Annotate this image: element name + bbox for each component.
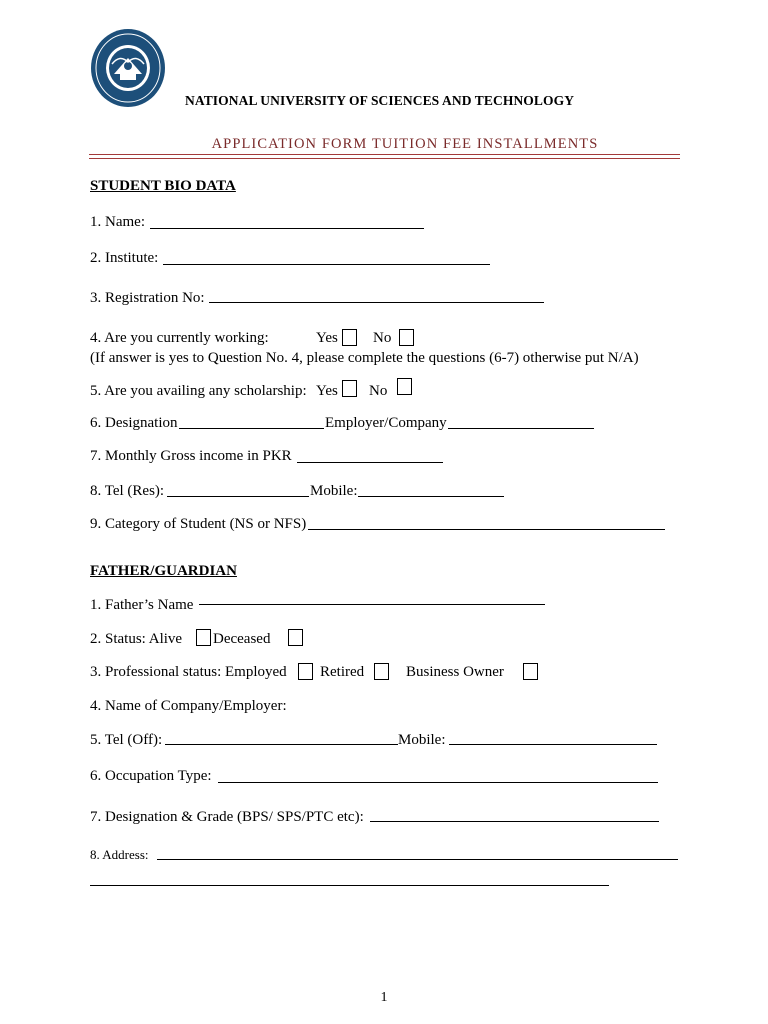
working-note: (If answer is yes to Question No. 4, please complete the questions (6-7) otherwise put N/A)	[90, 350, 639, 366]
working-label: 4. Are you currently working:	[90, 330, 269, 346]
working-yes-label: Yes	[316, 330, 338, 346]
scholarship-label: 5. Are you availing any scholarship:	[90, 383, 307, 399]
designation-grade-label: 7. Designation & Grade (BPS/ SPS/PTC etc):	[90, 809, 364, 825]
student-bio-heading: STUDENT BIO DATA	[90, 178, 236, 194]
tel-res-label: 8. Tel (Res):	[90, 483, 165, 499]
working-no-label: No	[373, 330, 392, 346]
company-employer-label: 4. Name of Company/Employer:	[90, 698, 287, 714]
tel-off-label: 5. Tel (Off):	[90, 732, 163, 748]
deceased-checkbox[interactable]	[288, 629, 303, 646]
scholarship-yes-label: Yes	[316, 383, 338, 399]
scholarship-no-checkbox[interactable]	[397, 378, 412, 395]
alive-checkbox[interactable]	[196, 629, 211, 646]
address-label: 8. Address:	[90, 847, 149, 862]
occupation-label: 6. Occupation Type:	[90, 768, 212, 784]
father-name-field[interactable]	[199, 604, 545, 605]
name-field[interactable]	[150, 228, 424, 229]
nust-crest-icon	[90, 28, 166, 108]
title-rule-double	[89, 158, 680, 159]
father-mobile-field[interactable]	[449, 744, 657, 745]
registration-label: 3. Registration No:	[90, 290, 205, 306]
income-field[interactable]	[297, 462, 443, 463]
student-mobile-field[interactable]	[358, 496, 504, 497]
registration-field[interactable]	[209, 302, 544, 303]
institute-label: 2. Institute:	[90, 250, 159, 266]
institute-field[interactable]	[163, 264, 490, 265]
designation-field[interactable]	[179, 428, 324, 429]
father-name-label: 1. Father’s Name	[90, 597, 194, 613]
designation-grade-field[interactable]	[370, 821, 659, 822]
title-rule	[89, 154, 680, 155]
page-number: 1	[380, 990, 388, 1005]
professional-status-label: 3. Professional status: Employed	[90, 664, 287, 680]
address-field[interactable]	[157, 859, 678, 860]
tel-res-field[interactable]	[167, 496, 309, 497]
business-owner-label: Business Owner	[406, 664, 504, 680]
scholarship-no-label: No	[369, 383, 388, 399]
deceased-label: Deceased	[213, 631, 271, 647]
form-title: APPLICATION FORM TUITION FEE INSTALLMENTS	[211, 136, 599, 152]
employer-label: Employer/Company	[325, 415, 447, 431]
category-field[interactable]	[308, 529, 665, 530]
working-yes-checkbox[interactable]	[342, 329, 357, 346]
address-field-line-2[interactable]	[90, 885, 609, 886]
father-mobile-label: Mobile:	[398, 732, 446, 748]
working-no-checkbox[interactable]	[399, 329, 414, 346]
name-label: 1. Name:	[90, 214, 145, 230]
employer-field[interactable]	[448, 428, 594, 429]
designation-label: 6. Designation	[90, 415, 178, 431]
tel-off-field[interactable]	[165, 744, 398, 745]
occupation-field[interactable]	[218, 782, 658, 783]
university-name: NATIONAL UNIVERSITY OF SCIENCES AND TECHNOLOGY	[185, 93, 575, 108]
scholarship-yes-checkbox[interactable]	[342, 380, 357, 397]
business-owner-checkbox[interactable]	[523, 663, 538, 680]
status-label: 2. Status: Alive	[90, 631, 183, 647]
retired-checkbox[interactable]	[374, 663, 389, 680]
income-label: 7. Monthly Gross income in PKR	[90, 448, 292, 464]
category-label: 9. Category of Student (NS or NFS)	[90, 516, 307, 532]
employed-checkbox[interactable]	[298, 663, 313, 680]
student-mobile-label: Mobile:	[310, 483, 358, 499]
retired-label: Retired	[320, 664, 365, 680]
father-guardian-heading: FATHER/GUARDIAN	[90, 563, 237, 579]
